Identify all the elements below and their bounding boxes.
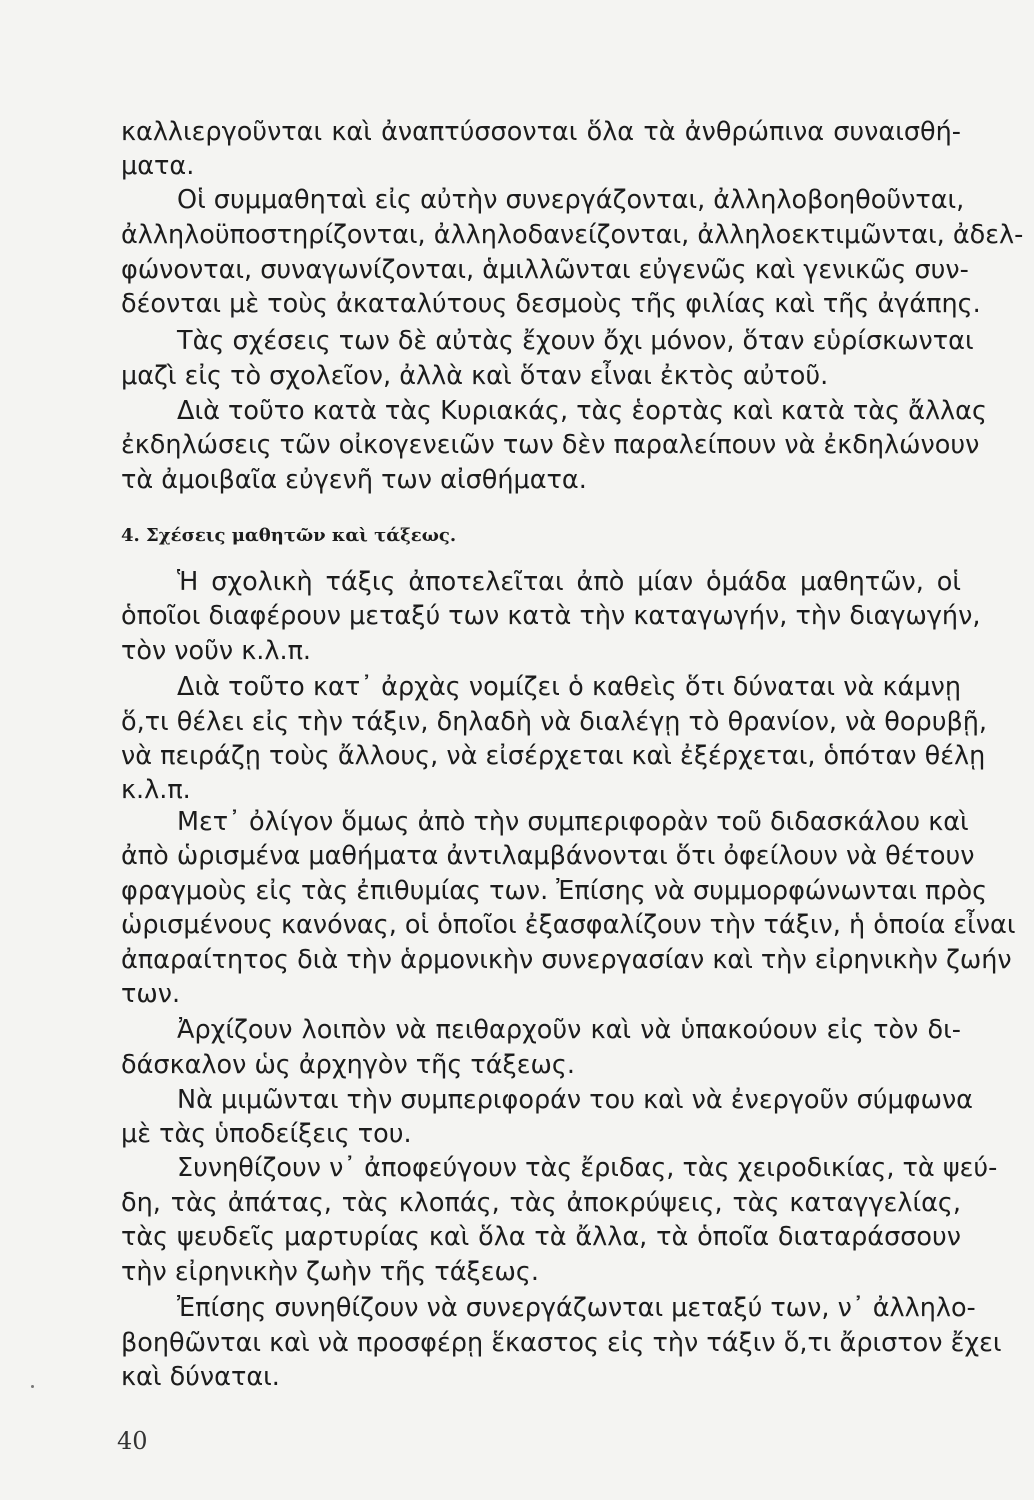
text-line: βοηθῶνται καὶ νὰ προσφέρῃ ἕκαστος εἰς τὴν τάξιν ὅ,τι ἄριστον ἔχει [121, 1328, 1002, 1358]
text-line: καλλιεργοῦνται καὶ ἀναπτύσσονται ὅλα τὰ ἀνθρώπινα συναισθή- [121, 117, 961, 147]
page-number: 40 [117, 1427, 148, 1455]
text-line: Ἡ σχολικὴ τάξις ἀποτελεῖται ἀπὸ μίαν ὁμάδα μαθητῶν, οἱ [177, 567, 961, 597]
text-line: τὸν νοῦν κ.λ.π. [121, 636, 312, 666]
text-line: Μετ᾽ ὀλίγον ὅμως ἀπὸ τὴν συμπεριφορὰν τοῦ διδασκάλου καὶ [177, 807, 969, 837]
text-line: φώνονται, συναγωνίζονται, ἁμιλλῶνται εὐγενῶς καὶ γενικῶς συν- [121, 255, 969, 285]
text-line: ἐκδηλώσεις τῶν οἰκογενειῶν των δὲν παραλείπουν νὰ ἐκδηλώνουν [121, 430, 980, 460]
text-line: ὅ,τι θέλει εἰς τὴν τάξιν, δηλαδὴ νὰ διαλέγῃ τὸ θρανίον, νὰ θορυβῇ, [121, 707, 987, 737]
margin-speck [31, 1385, 34, 1388]
text-line: ὁποῖοι διαφέρουν μεταξύ των κατὰ τὴν καταγωγήν, τὴν διαγωγήν, [121, 601, 981, 631]
text-line: καὶ δύναται. [121, 1362, 280, 1392]
text-line: κ.λ.π. [121, 775, 191, 805]
text-line: Διὰ τοῦτο κατὰ τὰς Κυριακάς, τὰς ἑορτὰς καὶ κατὰ τὰς ἄλλας [177, 396, 987, 426]
text-line: δάσκαλον ὡς ἀρχηγὸν τῆς τάξεως. [121, 1050, 575, 1080]
text-line: ἀλληλοϋποστηρίζονται, ἀλληλοδανείζονται, ἀλληλοεκτιμῶνται, ἀδελ- [121, 220, 1024, 250]
text-line: δέονται μὲ τοὺς ἀκαταλύτους δεσμοὺς τῆς φιλίας καὶ τῆς ἀγάπης. [121, 289, 981, 319]
text-line: των. [121, 979, 181, 1009]
text-line: τὴν εἰρηνικὴν ζωὴν τῆς τάξεως. [121, 1257, 539, 1287]
text-line: τὰ ἀμοιβαῖα εὐγενῆ των αἰσθήματα. [121, 465, 587, 495]
text-line: φραγμοὺς εἰς τὰς ἐπιθυμίας των. Ἐπίσης νὰ συμμορφώνωνται πρὸς [121, 876, 988, 906]
text-line: μὲ τὰς ὑποδείξεις του. [121, 1119, 412, 1149]
text-line: νὰ πειράζῃ τοὺς ἄλλους, νὰ εἰσέρχεται καὶ ἐξέρχεται, ὁπόταν θέλῃ [121, 741, 986, 771]
text-line: Ἀρχίζουν λοιπὸν νὰ πειθαρχοῦν καὶ νὰ ὑπακούουν εἰς τὸν δι- [177, 1015, 961, 1045]
text-line: μαζὶ εἰς τὸ σχολεῖον, ἀλλὰ καὶ ὅταν εἶναι ἐκτὸς αὐτοῦ. [121, 361, 829, 391]
text-line: ἀπαραίτητος διὰ τὴν ἁρμονικὴν συνεργασίαν καὶ τὴν εἰρηνικὴν ζωήν [121, 945, 1012, 975]
section-heading: 4. Σχέσεις μαθητῶν καὶ τάξεως. [121, 525, 457, 546]
text-line: Οἱ συμμαθηταὶ εἰς αὐτὴν συνεργάζονται, ἀλληλοβοηθοῦνται, [177, 185, 965, 215]
text-line: Νὰ μιμῶνται τὴν συμπεριφοράν του καὶ νὰ ἐνεργοῦν σύμφωνα [177, 1085, 973, 1115]
text-line: Ἐπίσης συνηθίζουν νὰ συνεργάζωνται μεταξύ των, ν᾽ ἀλληλο- [177, 1293, 976, 1323]
text-line: τὰς ψευδεῖς μαρτυρίας καὶ ὅλα τὰ ἄλλα, τὰ ὁποῖα διαταράσσουν [121, 1222, 961, 1252]
text-line: ἀπὸ ὡρισμένα μαθήματα ἀντιλαμβάνονται ὅτι ὀφείλουν νὰ θέτουν [121, 841, 975, 871]
text-line: Συνηθίζουν ν᾽ ἀποφεύγουν τὰς ἔριδας, τὰς χειροδικίας, τὰ ψεύ- [177, 1153, 998, 1183]
text-line: ὡρισμένους κανόνας, οἱ ὁποῖοι ἐξασφαλίζουν τὴν τάξιν, ἡ ὁποία εἶναι [121, 910, 1016, 940]
text-line: Διὰ τοῦτο κατ᾽ ἀρχὰς νομίζει ὁ καθεὶς ὅτι δύναται νὰ κάμνῃ [177, 672, 961, 702]
text-line: Τὰς σχέσεις των δὲ αὐτὰς ἔχουν ὄχι μόνον, ὅταν εὑρίσκωνται [177, 326, 974, 356]
text-line: δη, τὰς ἀπάτας, τὰς κλοπάς, τὰς ἀποκρύψεις, τὰς καταγγελίας, [121, 1188, 961, 1218]
text-line: ματα. [121, 151, 195, 181]
